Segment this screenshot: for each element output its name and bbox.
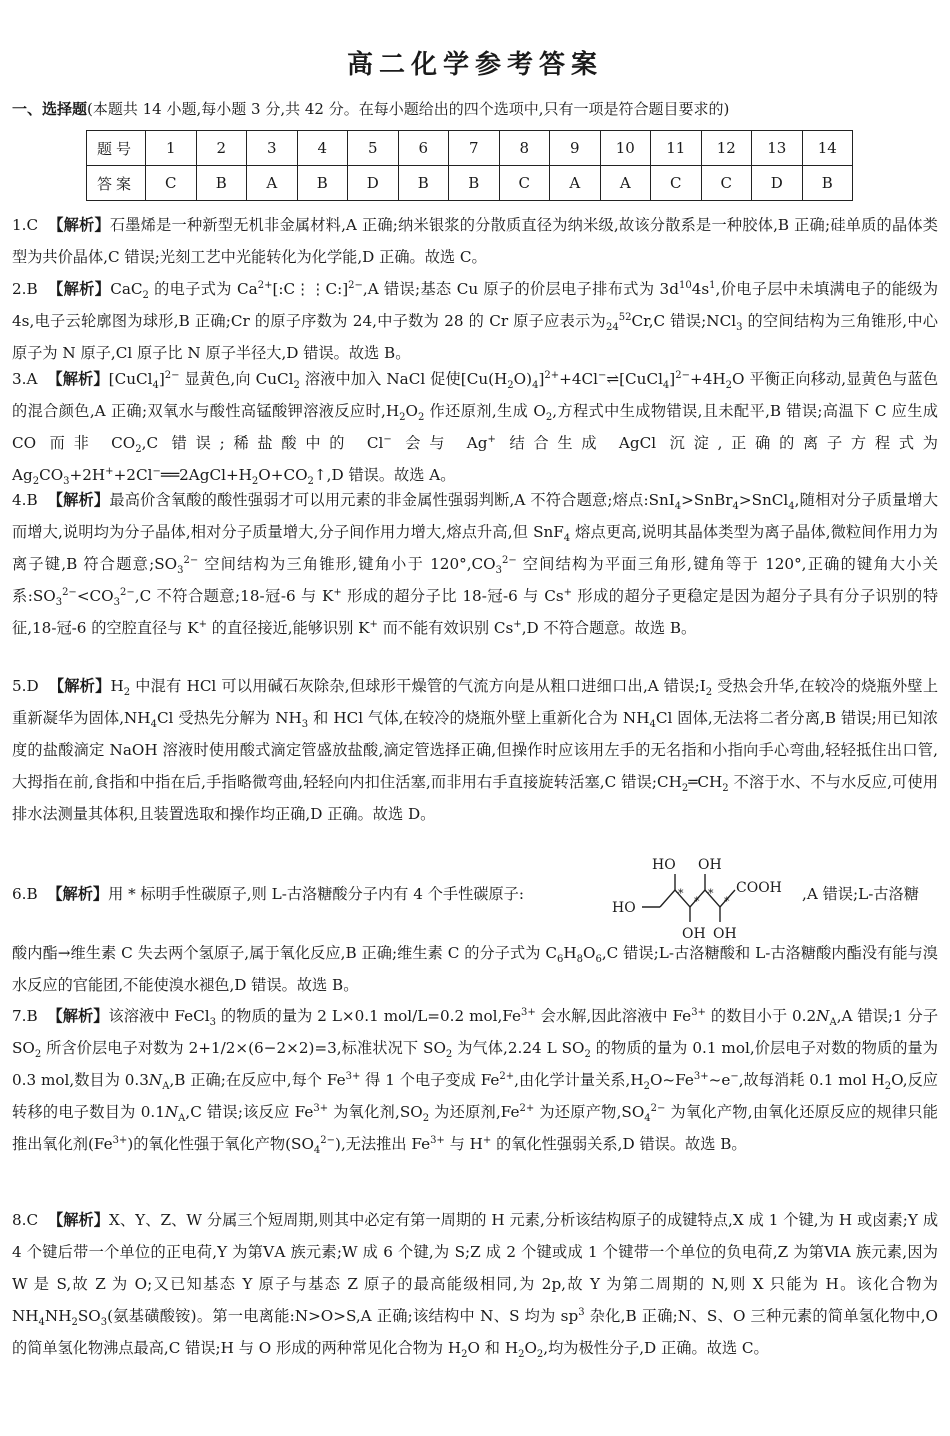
- chiral-star: *: [694, 895, 700, 908]
- question-number: 3.A: [12, 370, 38, 388]
- question-number: 5.D: [12, 677, 39, 695]
- table-cell: C: [651, 166, 702, 201]
- gulonic-acid-structure: [612, 852, 802, 940]
- table-cell: A: [550, 166, 601, 201]
- question-text: CaC$_2$ 的电子式为 $Ca^{2+}[:C⋮⋮C:]^{2-},A$ 错误;基态 Cu 原子的价层电子排布式为 $3d^{10}4s^1$,价电子层中未填满电子的能级为 4s,电子云轮廓图为球形,B 正确;Cr 的原子序数为 24,中子数为 28 的 Cr 原子应表示为$_{24}^{52}$Cr,C 错误;NCl$_3$ 的空间结构为三角锥形,中心原子为 N 原子,Cl 原子比 N 原子半径大,D 错误。故选 B。: [12, 279, 939, 362]
- question-8: [12, 1204, 938, 1364]
- table-cell: A: [600, 166, 651, 201]
- question-text: 石墨烯是一种新型无机非金属材料,A 正确;纳米银浆的分散质直径为纳米级,故该分散系是一种胶体,B 正确;硅单质的晶体类型为共价晶体,C 错误;光刻工艺中光能转化为化学能,D 正确。故选 C。: [12, 216, 938, 266]
- table-cell: B: [297, 166, 348, 201]
- row-label-answer: 答案: [87, 166, 146, 201]
- table-row-numbers: [87, 131, 853, 166]
- structure-label-cooh: COOH: [736, 880, 782, 896]
- question-4: [12, 484, 938, 644]
- analysis-tag: 【解析】: [47, 370, 109, 388]
- question-1: [12, 209, 938, 273]
- question-number: 7.B: [12, 1007, 38, 1025]
- question-number: 1.C: [12, 216, 39, 234]
- table-cell: C: [146, 166, 197, 201]
- table-cell: B: [449, 166, 500, 201]
- table-cell: 9: [550, 131, 601, 166]
- section-label: 一、选择题: [12, 100, 88, 118]
- chiral-star: *: [724, 895, 730, 908]
- table-cell: 12: [701, 131, 752, 166]
- structure-label-oh: OH: [713, 926, 737, 940]
- analysis-tag: 【解析】: [47, 1007, 109, 1025]
- question-number: 2.B: [12, 280, 38, 298]
- table-cell: 4: [297, 131, 348, 166]
- question-6-rest: [12, 937, 938, 1001]
- table-cell: C: [499, 166, 550, 201]
- table-cell: 3: [247, 131, 298, 166]
- table-cell: 8: [499, 131, 550, 166]
- analysis-tag: 【解析】: [48, 216, 110, 234]
- structure-label-oh: OH: [698, 857, 722, 873]
- analysis-tag: 【解析】: [47, 1211, 109, 1229]
- structure-label-ho: HO: [612, 900, 636, 916]
- question-text: [CuCl$_4$]$^{2-}$ 显黄色,向 CuCl$_2$ 溶液中加入 NaCl 促使$[Cu(H_2O)_4]^{2+}+4Cl^-\rightleftharpoons[CuCl_4]^{2-}+4H_2O$ 平衡正向移动,显黄色与蓝色的混合颜色,A 正确;双氧水与酸性高锰酸钾溶液反应时$,H_2O_2$ 作还原剂,生成 $O_2$,方程式中生成物错误,且未配平,B 错误;高温下 C 应生成 CO 而非 $CO_2,C$ 错误;稀盐酸中的 Cl− 会与 Ag+ 结合生成 AgCl 沉淀,正确的离子方程式为 $Ag_2CO_3+2H^++2Cl^-══2AgCl+H_2O+CO_2↑,D$ 错误。故选 A。: [12, 369, 939, 488]
- analysis-tag: 【解析】: [47, 885, 109, 903]
- table-cell: D: [348, 166, 399, 201]
- question-number: 6.B: [12, 885, 38, 903]
- chiral-star: *: [678, 887, 684, 900]
- table-cell: 10: [600, 131, 651, 166]
- table-cell: B: [802, 166, 853, 201]
- question-6-line1: [12, 878, 612, 910]
- row-label-number: 题号: [87, 131, 146, 166]
- table-cell: B: [398, 166, 449, 201]
- table-cell: 6: [398, 131, 449, 166]
- structure-label-ho: HO: [652, 857, 676, 873]
- table-cell: 5: [348, 131, 399, 166]
- table-cell: A: [247, 166, 298, 201]
- question-text: X、Y、Z、W 分属三个短周期,则其中必定有第一周期的 H 元素,分析该结构原子的成键特点,X 成 1 个键,为 H 或卤素;Y 成 4 个键后带一个单位的正电荷,Y 为第ⅤA 族元素;W 成 6 个键,为 S;Z 成 2 个键或成 1 个键带一个单位的负电荷,Z 为第ⅥA 族元素,因为 W 是 S,故 Z 为 O;又已知基态 Y 原子与基态 Z 原子的最高能级相同,为 2p,故 Y 为第二周期的 N,则 X 只能为 H。该化合物为 $NH_4NH_2SO_3$(氨基磺酸铵)。第一电离能:N>O>S,A 正确;该结构中 N、S 均为 $sp^3$ 杂化,B 正确;N、S、O 三种元素的简单氢化物中,O 的简单氢化物沸点最高,C 错误;H 与 O 形成的两种常见化合物为 $H_2O$ 和 $H_2O_2$,均为极性分子,D 正确。故选 C。: [12, 1211, 939, 1361]
- section-heading: [12, 98, 942, 119]
- question-number: 4.B: [12, 491, 38, 509]
- section-note: (本题共 14 小题,每小题 3 分,共 42 分。在每小题给出的四个选项中,只有一项是符合题目要求的): [87, 100, 730, 118]
- table-cell: 13: [752, 131, 803, 166]
- structure-label-oh: OH: [682, 926, 706, 940]
- analysis-tag: 【解析】: [48, 280, 111, 298]
- page-title: 高二化学参考答案: [346, 50, 603, 80]
- question-text: 该溶液中 FeCl$_3$ 的物质的量为 2 L×0.1 mol/L=0.2 $mol,Fe^{3+}$ 会水解,因此溶液中 $Fe^{3+}$ 的数目小于 $0.2N_A,A$ 错误;1 分子 $SO_2$ 所含价层电子对数为 2+1/2×(6−2×2)=3,标准状况下 $SO_2$ 为气体,2.24 L $SO_2$ 的物质的量为 0.1 mol,价层电子对数的物质的量为 0.3 mol,数目为 $0.3N_A,B$ 正确;在反应中,每个 $Fe^{3+}$ 得 1 个电子变成 $Fe^{2+}$,由化学计量关系$,H_2O\sim Fe^{3+}\sim e^-$,故每消耗 0.1 mol $H_2O$,反应转移的电子数目为 $0.1N_A,C$ 错误;该反应 $Fe^{3+}$ 为氧化剂$,SO_2$ 为还原剂$,Fe^{2+}$ 为还原产物$,SO_4^{2-}$ 为氧化产物,由氧化还原反应的规律只能推出氧化剂$(Fe^{3+})$的氧化性强于氧化产物$(SO_4^{2-})$,无法推出 $Fe^{3+}$ 与 H+ 的氧化性强弱关系,D 错误。故选 B。: [12, 1006, 939, 1157]
- table-cell: 7: [449, 131, 500, 166]
- question-text: 最高价含氧酸的酸性强弱才可以用元素的非金属性强弱判断,A 不符合题意;熔点:SnI$_4$>SnBr$_4$>SnCl$_4$,随相对分子质量增大而增大,说明均为分子晶体,相对分子质量增大,分子间作用力增大,熔点升高,但 SnF$_4$ 熔点更高,说明其晶体类型为离子晶体,微粒间作用力为离子键,B 符合题意$;SO_3^{2-}$ 空间结构为三角锥形,键角小于 $120^\circ,CO_3^{2-}$ 空间结构为平面三角形,键角等于 120°,正确的键角大小关系$:SO_3^{2-}<CO_3^{2-},C$ 不符合题意;18-冠-6 与 K+ 形成的超分子比 18-冠-6 与 Cs+ 形成的超分子更稳定是因为超分子具有分子识别的特征,18-冠-6 的空腔直径与 K+ 的直径接近,能够识别 K+ 而不能有效识别 Cs+,D 不符合题意。故选 B。: [12, 491, 939, 637]
- question-text: 酸内酯→维生素 C 失去两个氢原子,属于氧化反应,B 正确;维生素 C 的分子式为 $C_6H_8O_6,C$ 错误;L-古洛糖酸和 L-古洛糖酸内酯没有能与溴水反应的官能团,不能使溴水褪色,D 错误。故选 B。: [12, 944, 938, 994]
- table-cell: 2: [196, 131, 247, 166]
- question-3: [12, 363, 938, 491]
- question-text: $H_2$ 中混有 HCl 可以用碱石灰除杂,但球形干燥管的气流方向是从粗口进细口出,A 错误$;I_2$ 受热会升华,在较冷的烧瓶外壁上重新凝华为固体$,NH_4Cl$ 受热先分解为 $NH_3$ 和 HCl 气体,在较冷的烧瓶外壁上重新化合为 $NH_4Cl$ 固体,无法将二者分离,B 错误;用已知浓度的盐酸滴定 NaOH 溶液时使用酸式滴定管盛放盐酸,滴定管选择正确,但操作时应该用左手的无名指和小指向手心弯曲,轻轻抵住出口管,大拇指在前,食指和中指在后,手指略微弯曲,轻轻向内扣住活塞,而非用右手直接旋转活塞,C 错误$;CH_2═CH_2$ 不溶于水、不与水反应,可使用排水法测量其体积,且装置选取和操作均正确,D 正确。故选 D。: [12, 677, 939, 823]
- table-cell: D: [752, 166, 803, 201]
- question-text: 用 * 标明手性碳原子,则 L-古洛糖酸分子内有 4 个手性碳原子:: [108, 885, 524, 903]
- question-7: [12, 1000, 938, 1160]
- question-5: [12, 670, 938, 830]
- table-cell: 11: [651, 131, 702, 166]
- question-6-line1-tail: [802, 878, 938, 910]
- table-cell: 14: [802, 131, 853, 166]
- table-row-answers: [87, 166, 853, 201]
- analysis-tag: 【解析】: [48, 677, 111, 695]
- question-number: 8.C: [12, 1211, 39, 1229]
- answer-table: [86, 130, 853, 201]
- table-cell: B: [196, 166, 247, 201]
- table-cell: C: [701, 166, 752, 201]
- question-2: [12, 273, 938, 369]
- chiral-star: *: [708, 887, 714, 900]
- analysis-tag: 【解析】: [47, 491, 110, 509]
- table-cell: 1: [146, 131, 197, 166]
- question-text: ,A 错误;L-古洛糖: [802, 885, 919, 903]
